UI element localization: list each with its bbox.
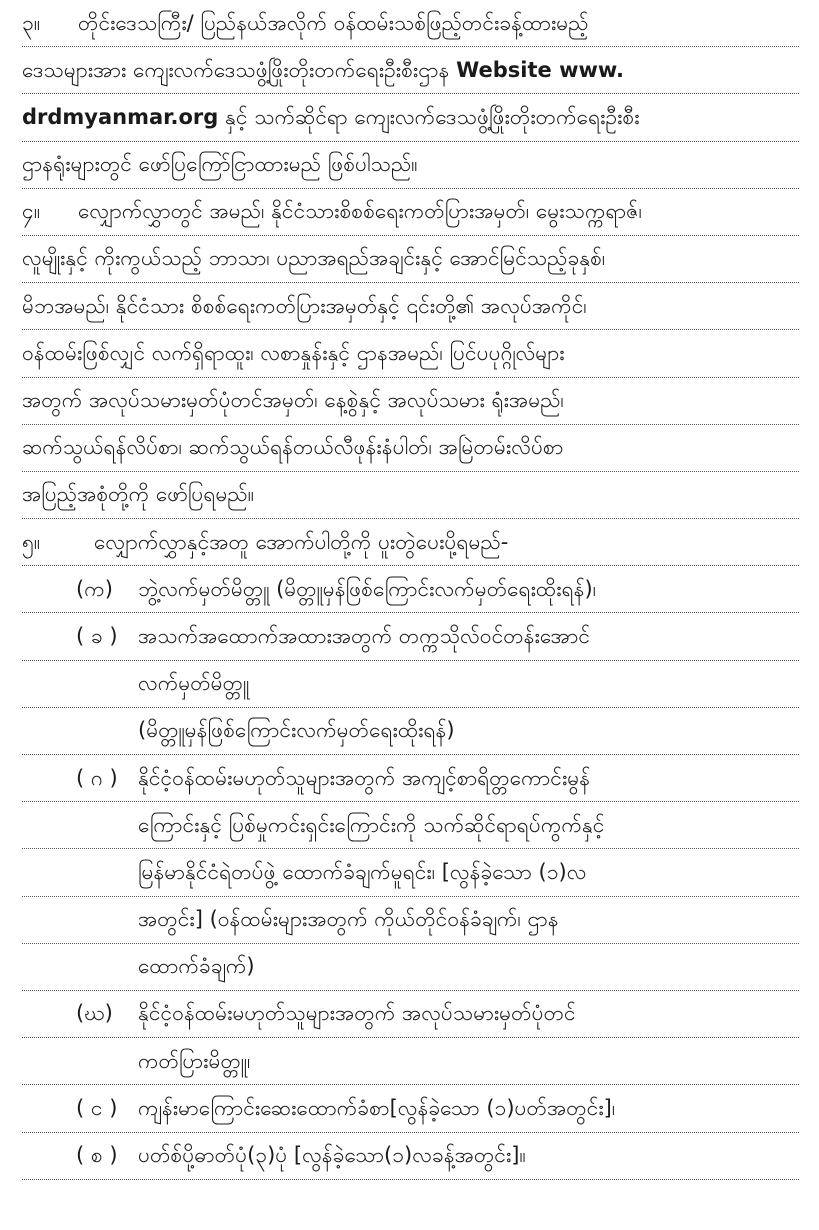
item-text: အပြည့်အစုံတို့ကို ဖော်ပြရမည်။ bbox=[22, 482, 255, 507]
subitem-text: လက်မှတ်မိတ္တူ bbox=[138, 671, 250, 696]
item-text: လျှောက်လွှာနှင့်အတူ အောက်ပါတို့ကို ပူးတွဲပေးပို့ရမည်- bbox=[94, 529, 509, 554]
subitem-ka bbox=[22, 566, 799, 613]
item-text bbox=[22, 94, 799, 141]
subitem-text: နိုင်ငံ့ဝန်ထမ်းမဟုတ်သူများအတွက် အလုပ်သမားမှတ်ပုံတင် bbox=[138, 1001, 576, 1026]
item-text: ဝန်ထမ်းဖြစ်လျှင် လက်ရှိရာထူး၊ လစာနှုန်းနှင့် ဌာနအမည်၊ ပြင်ပပုဂ္ဂိုလ်များ bbox=[22, 340, 565, 365]
item-text: လူမျိုးနှင့် ကိုးကွယ်သည့် ဘာသာ၊ ပညာအရည်အချင်းနှင့် အောင်မြင်သည့်ခုနှစ်၊ bbox=[22, 246, 606, 271]
subitem-text: ကတ်ပြားမိတ္တူ၊ bbox=[138, 1048, 251, 1073]
subitem-text: ကျန်းမာကြောင်းဆေးထောက်ခံစာ[လွန်ခဲ့သော (၁)ပတ်အတွင်း]၊ bbox=[138, 1095, 616, 1120]
website-label: Website www. bbox=[456, 57, 624, 82]
item-4-line-7 bbox=[22, 472, 799, 519]
subitem-ga-line-2 bbox=[22, 802, 799, 849]
subitem-text: ကြောင်းနှင့် ပြစ်မှုကင်းရှင်းကြောင်းကို သက်ဆိုင်ရာရပ်ကွက်နှင့် bbox=[138, 812, 605, 837]
item-4-line-2 bbox=[22, 236, 799, 283]
subitem-marker: ( ခ ) bbox=[76, 623, 118, 648]
subitem-ga-line-4 bbox=[22, 897, 799, 944]
subitem-ga-line-1 bbox=[22, 755, 799, 802]
item-4-line-3 bbox=[22, 283, 799, 330]
item-4-line-1 bbox=[22, 189, 799, 236]
item-text: တိုင်းဒေသကြီး/ ပြည်နယ်အလိုက် ဝန်ထမ်းသစ်ဖြည့်တင်းခန့်ထားမည့် bbox=[78, 10, 589, 35]
item-3-line-3 bbox=[22, 94, 799, 141]
item-text bbox=[22, 47, 799, 94]
item-3-line-1 bbox=[22, 0, 799, 47]
item-4-line-5 bbox=[22, 378, 799, 425]
subitem-kha-line-2 bbox=[22, 661, 799, 708]
item-number: ၅။ bbox=[22, 529, 41, 554]
item-text: လျှောက်လွှာတွင် အမည်၊ နိုင်ငံသားစိစစ်ရေးကတ်ပြားအမှတ်၊ မွေးသက္ကရာဇ်၊ bbox=[78, 199, 642, 224]
subitem-marker: ( င ) bbox=[76, 1095, 118, 1120]
subitem-marker: (ဃ) bbox=[76, 1001, 113, 1026]
subitem-marker: ( ဂ ) bbox=[76, 765, 118, 790]
subitem-sa bbox=[22, 1133, 799, 1180]
subitem-ga-line-3 bbox=[22, 849, 799, 896]
item-text: ဆက်သွယ်ရန်လိပ်စာ၊ ဆက်သွယ်ရန်တယ်လီဖုန်းနံပါတ်၊ အမြဲတမ်းလိပ်စာ bbox=[22, 435, 564, 460]
subitem-text: ထောက်ခံချက်) bbox=[138, 954, 255, 979]
subitem-kha-line-1 bbox=[22, 613, 799, 660]
subitem-gha-line-1 bbox=[22, 991, 799, 1038]
item-text: ဌာနရုံးများတွင် ဖော်ပြကြော်ငြာထားမည် ဖြစ်ပါသည်။ bbox=[22, 152, 418, 177]
website-domain: drdmyanmar.org bbox=[22, 104, 219, 129]
text-run: ဒေသများအား ကျေးလက်ဒေသဖွံ့ဖြိုးတိုးတက်ရေးဦးစီးဌာန bbox=[22, 57, 450, 82]
item-number: ၄။ bbox=[22, 199, 41, 224]
item-text: အတွက် အလုပ်သမားမှတ်ပုံတင်အမှတ်၊ နေ့စွဲနှင့် အလုပ်သမား ရုံးအမည်၊ bbox=[22, 388, 564, 412]
subitem-text: အသက်အထောက်အထားအတွက် တက္ကသိုလ်ဝင်တန်းအောင် bbox=[138, 623, 591, 648]
subitem-text: နိုင်ငံ့ဝန်ထမ်းမဟုတ်သူများအတွက် အကျင့်စာရိတ္တကောင်းမွန် bbox=[138, 765, 591, 790]
item-3-line-4 bbox=[22, 142, 799, 189]
subitem-nga bbox=[22, 1085, 799, 1132]
subitem-ga-line-5 bbox=[22, 944, 799, 991]
subitem-text: ဘွဲ့လက်မှတ်မိတ္တူ (မိတ္တူမှန်ဖြစ်ကြောင်းလက်မှတ်ရေးထိုးရန်)၊ bbox=[138, 576, 597, 601]
item-4-line-6 bbox=[22, 425, 799, 472]
subitem-text: မြန်မာနိုင်ငံရဲတပ်ဖွဲ့ ထောက်ခံချက်မူရင်း၊ [လွန်ခဲ့သော (၁)လ bbox=[138, 859, 587, 884]
subitem-marker: (က) bbox=[76, 576, 113, 601]
item-5-intro bbox=[22, 519, 799, 566]
item-3-line-2 bbox=[22, 47, 799, 94]
subitem-text: အတွင်း] (ဝန်ထမ်းများအတွက် ကိုယ်တိုင်ဝန်ခံချက်၊ ဌာန bbox=[138, 907, 559, 932]
subitem-gha-line-2 bbox=[22, 1038, 799, 1085]
subitem-text: ပတ်စ်ပို့ဓာတ်ပုံ(၃)ပုံ [လွန်ခဲ့သော(၁)လခန့်အတွင်း]။ bbox=[138, 1143, 526, 1167]
subitem-kha-line-3 bbox=[22, 708, 799, 755]
text-run: နှင့် သက်ဆိုင်ရာ ကျေးလက်ဒေသဖွံ့ဖြိုးတိုးတက်ရေးဦးစီး bbox=[225, 104, 640, 129]
item-text: မိဘအမည်၊ နိုင်ငံသား စိစစ်ရေးကတ်ပြားအမှတ်နှင့် ၎င်းတို့၏ အလုပ်အကိုင်၊ bbox=[22, 293, 587, 318]
item-number: ၃။ bbox=[22, 10, 41, 35]
item-4-line-4 bbox=[22, 330, 799, 377]
subitem-marker: ( စ ) bbox=[76, 1143, 118, 1167]
subitem-text: (မိတ္တူမှန်ဖြစ်ကြောင်းလက်မှတ်ရေးထိုးရန်) bbox=[138, 718, 455, 743]
